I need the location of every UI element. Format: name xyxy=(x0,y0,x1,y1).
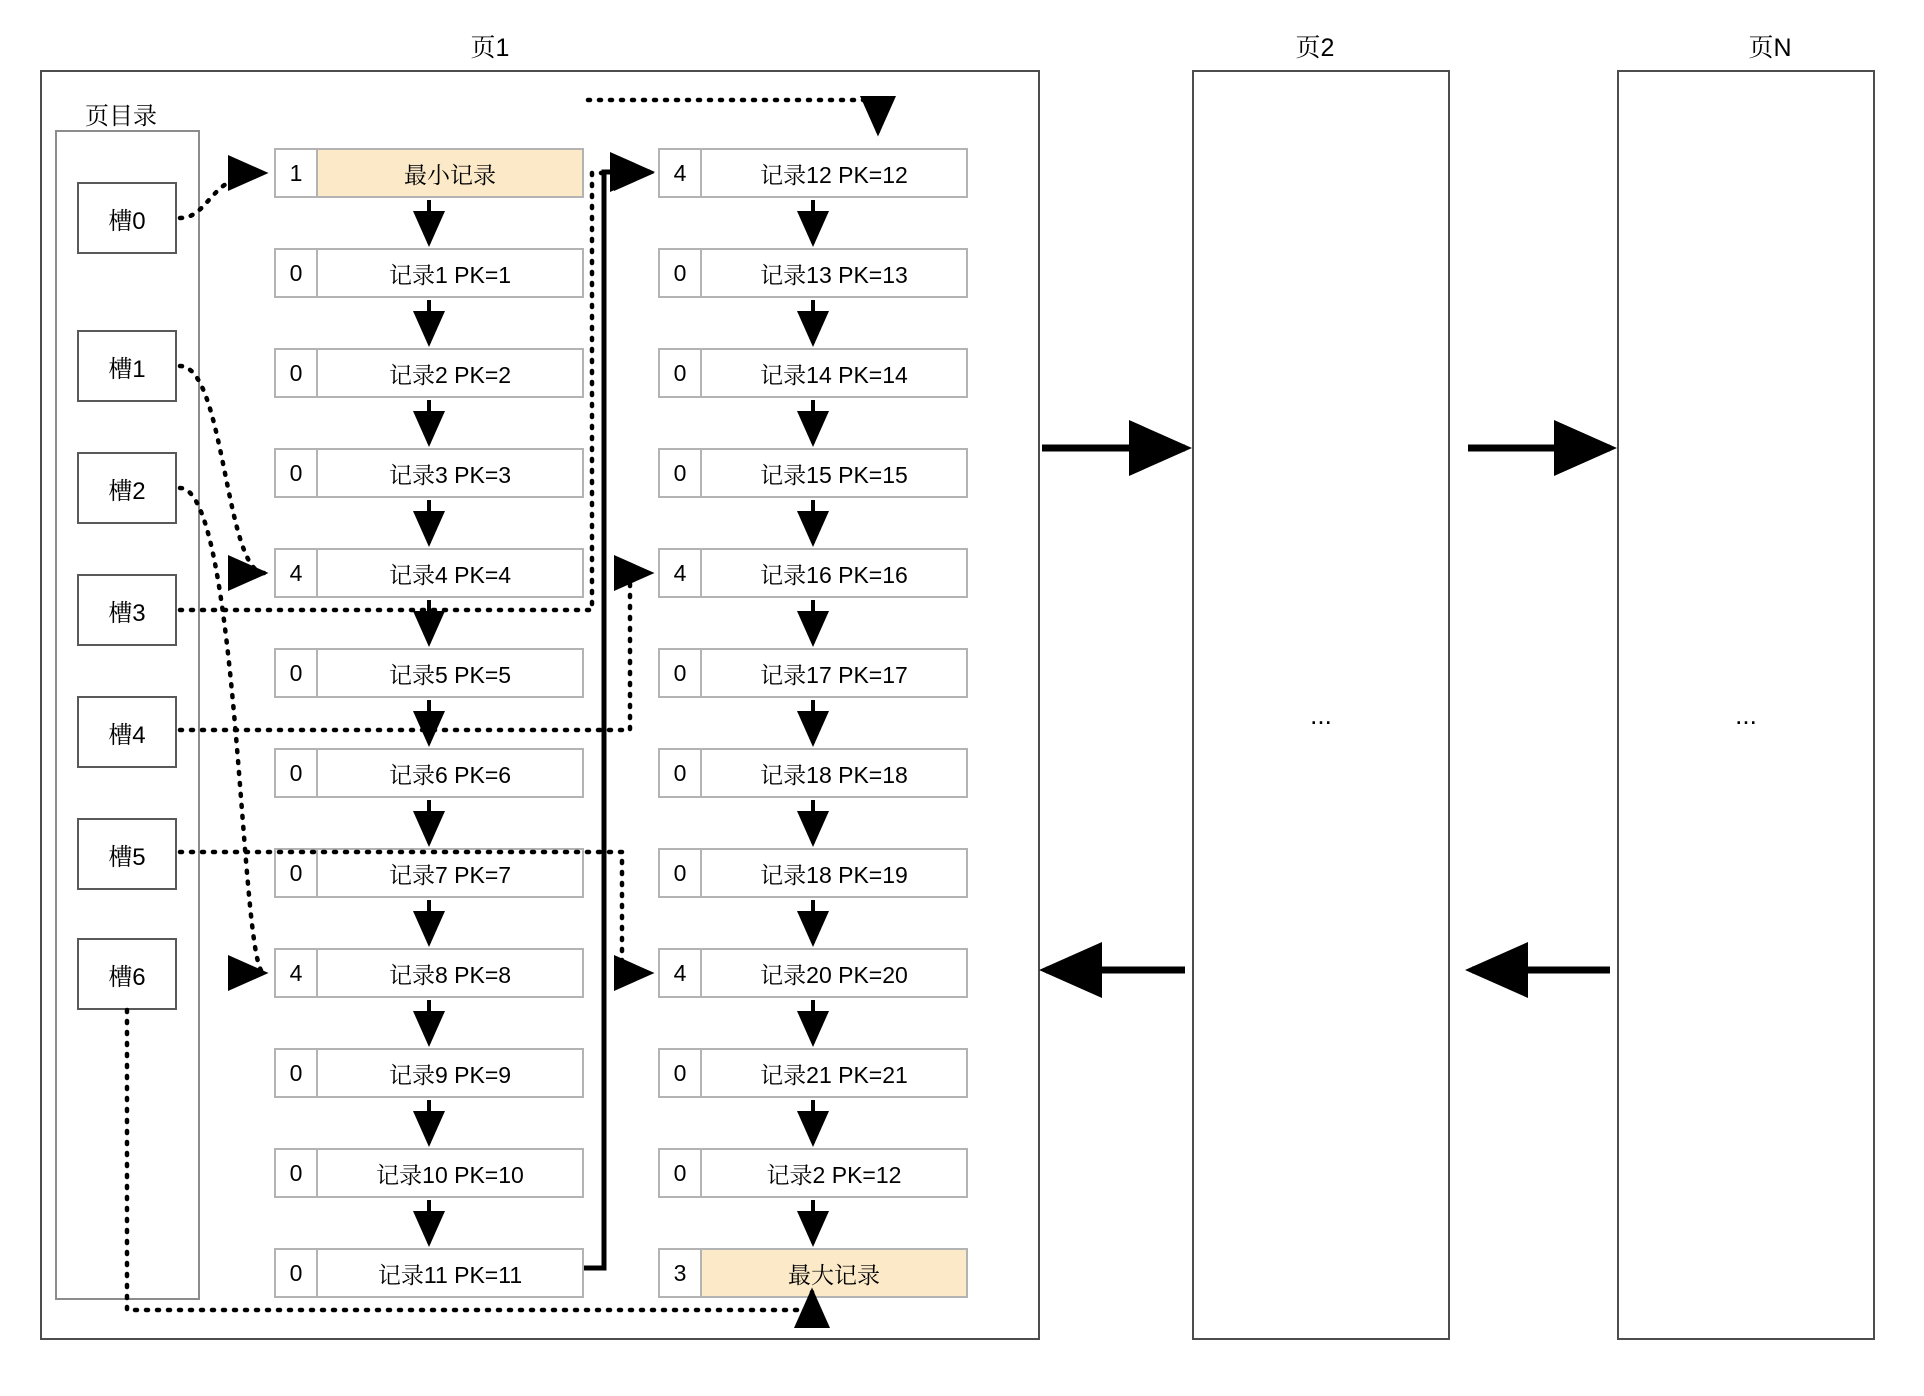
record-right-0-num: 4 xyxy=(660,150,702,196)
record-right-5-label: 记录17 PK=17 xyxy=(760,661,908,688)
record-right-0[interactable] xyxy=(658,148,968,198)
slot-2[interactable] xyxy=(77,452,177,524)
record-right-4[interactable] xyxy=(658,548,968,598)
record-left-4-num: 4 xyxy=(276,550,318,596)
record-left-10-num: 0 xyxy=(276,1150,318,1196)
record-left-5-label: 记录5 PK=5 xyxy=(388,661,512,688)
record-right-2-label: 记录14 PK=14 xyxy=(760,361,908,388)
record-right-11-label: 最大记录 xyxy=(702,1250,966,1296)
record-left-7-label: 记录7 PK=7 xyxy=(388,861,512,888)
slot-3-label: 槽3 xyxy=(108,599,146,627)
record-right-7-num: 0 xyxy=(660,850,702,896)
page-2-ellipsis: ... xyxy=(1310,700,1332,730)
slot-5[interactable] xyxy=(77,818,177,890)
record-right-9-label: 记录21 PK=21 xyxy=(760,1061,908,1088)
record-right-1-label: 记录13 PK=13 xyxy=(760,261,908,288)
record-right-8-num: 4 xyxy=(660,950,702,996)
record-right-2-num: 0 xyxy=(660,350,702,396)
record-left-9-label: 记录9 PK=9 xyxy=(388,1061,512,1088)
record-left-2-label: 记录2 PK=2 xyxy=(388,361,512,388)
record-left-8[interactable] xyxy=(274,948,584,998)
record-right-8-label: 记录20 PK=20 xyxy=(760,961,908,988)
record-right-0-label: 记录12 PK=12 xyxy=(760,161,908,188)
record-right-2[interactable] xyxy=(658,348,968,398)
page-title-n: 页N xyxy=(1748,34,1792,62)
page-title-1: 页1 xyxy=(470,34,510,62)
record-right-3[interactable] xyxy=(658,448,968,498)
record-right-4-num: 4 xyxy=(660,550,702,596)
record-left-1-label: 记录1 PK=1 xyxy=(388,261,512,288)
record-left-11-label: 记录11 PK=11 xyxy=(377,1261,523,1288)
record-left-4[interactable] xyxy=(274,548,584,598)
record-left-8-label: 记录8 PK=8 xyxy=(388,961,512,988)
record-left-10[interactable] xyxy=(274,1148,584,1198)
record-left-0-label: 最小记录 xyxy=(318,150,582,196)
slot-0-label: 槽0 xyxy=(108,207,146,235)
record-left-2-num: 0 xyxy=(276,350,318,396)
slot-0[interactable] xyxy=(77,182,177,254)
slot-6-label: 槽6 xyxy=(108,963,146,991)
record-right-11-num: 3 xyxy=(660,1250,702,1296)
record-left-7[interactable] xyxy=(274,848,584,898)
record-right-11[interactable] xyxy=(658,1248,968,1298)
slot-5-label: 槽5 xyxy=(108,843,146,871)
record-right-10[interactable] xyxy=(658,1148,968,1198)
record-left-4-label: 记录4 PK=4 xyxy=(388,561,512,588)
record-left-10-label: 记录10 PK=10 xyxy=(376,1161,524,1188)
record-left-7-num: 0 xyxy=(276,850,318,896)
record-right-9-num: 0 xyxy=(660,1050,702,1096)
slot-6[interactable] xyxy=(77,938,177,1010)
record-right-5[interactable] xyxy=(658,648,968,698)
record-left-1-num: 0 xyxy=(276,250,318,296)
record-left-6-label: 记录6 PK=6 xyxy=(388,761,512,788)
record-right-7-label: 记录18 PK=19 xyxy=(760,861,908,888)
record-left-5-num: 0 xyxy=(276,650,318,696)
record-right-6-label: 记录18 PK=18 xyxy=(760,761,908,788)
record-right-10-num: 0 xyxy=(660,1150,702,1196)
record-right-3-label: 记录15 PK=15 xyxy=(760,461,908,488)
slot-2-label: 槽2 xyxy=(108,477,146,505)
slot-1[interactable] xyxy=(77,330,177,402)
record-right-1-num: 0 xyxy=(660,250,702,296)
page-title-2: 页2 xyxy=(1295,34,1335,62)
record-right-6-num: 0 xyxy=(660,750,702,796)
page-directory-label: 页目录 xyxy=(85,103,157,130)
record-left-0[interactable] xyxy=(274,148,584,198)
slot-4[interactable] xyxy=(77,696,177,768)
record-right-10-label: 记录2 PK=12 xyxy=(766,1161,902,1188)
record-right-1[interactable] xyxy=(658,248,968,298)
slot-1-label: 槽1 xyxy=(108,355,146,383)
page-n-ellipsis: ... xyxy=(1735,700,1757,730)
record-left-3-num: 0 xyxy=(276,450,318,496)
record-left-2[interactable] xyxy=(274,348,584,398)
record-left-9-num: 0 xyxy=(276,1050,318,1096)
record-left-0-num: 1 xyxy=(276,150,318,196)
record-left-3[interactable] xyxy=(274,448,584,498)
record-left-6[interactable] xyxy=(274,748,584,798)
record-right-3-num: 0 xyxy=(660,450,702,496)
record-left-1[interactable] xyxy=(274,248,584,298)
record-right-6[interactable] xyxy=(658,748,968,798)
record-right-4-label: 记录16 PK=16 xyxy=(760,561,908,588)
record-left-11-num: 0 xyxy=(276,1250,318,1296)
record-right-7[interactable] xyxy=(658,848,968,898)
record-left-6-num: 0 xyxy=(276,750,318,796)
record-left-9[interactable] xyxy=(274,1048,584,1098)
record-left-3-label: 记录3 PK=3 xyxy=(388,461,512,488)
record-left-11[interactable] xyxy=(274,1248,584,1298)
slot-3[interactable] xyxy=(77,574,177,646)
record-right-9[interactable] xyxy=(658,1048,968,1098)
slot-4-label: 槽4 xyxy=(108,721,146,749)
record-left-5[interactable] xyxy=(274,648,584,698)
record-right-8[interactable] xyxy=(658,948,968,998)
record-right-5-num: 0 xyxy=(660,650,702,696)
record-left-8-num: 4 xyxy=(276,950,318,996)
